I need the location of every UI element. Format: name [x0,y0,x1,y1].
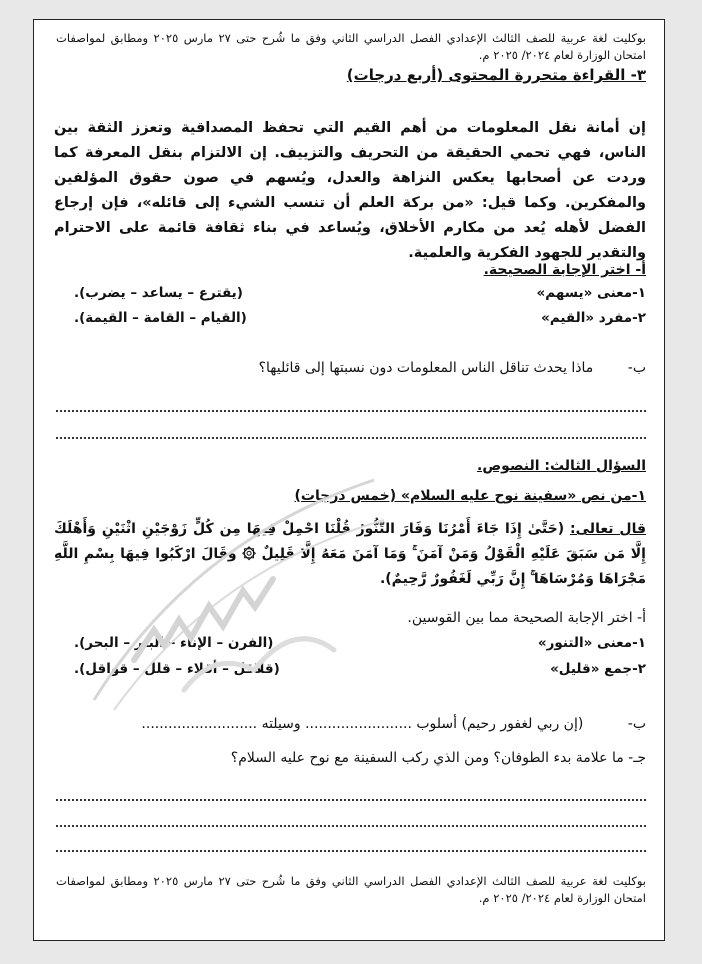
answer-line[interactable] [56,850,646,852]
reading-part-a-title: أ- اختر الإجابة الصحيحة. [483,262,646,278]
question-text: ١-معنى «التنور» [537,635,646,651]
reading-part-b [34,360,664,376]
texts-question-1 [34,635,664,651]
answer-options: (الفرن – الإناء – البئر – البحر). [74,635,274,651]
reading-question-1 [34,285,664,301]
texts-question-2 [34,661,664,677]
answer-line[interactable] [56,437,646,439]
texts-section-title: السؤال الثالث: النصوص. [477,458,646,474]
answer-options: (القيام – القامة – القيمة). [74,310,247,326]
question-text: (إن ربي لغفور رحيم) أسلوب ........................ وسيلته .......................... [141,716,584,732]
answer-line[interactable] [56,825,646,827]
question-text: ماذا يحدث تناقل الناس المعلومات دون نسبتها إلى قائليها؟ [258,360,594,376]
texts-part-b [34,716,664,732]
answer-options: (قلاقل – أقلاء – قلل – قواقل). [74,661,280,677]
answer-line[interactable] [56,799,646,801]
texts-part-c: جـ- ما علامة بدء الطوفان؟ ومن الذي ركب السفينة مع نوح عليه السلام؟ [230,750,646,766]
question-text: ٢-مفرد «القيم» [541,310,646,326]
reading-passage: إن أمانة نقل المعلومات من أهم القيم التي تحفظ المصداقية وتعزز الثقة بين الناس، فهي تحمي الحقيقة من التحريف والتزييف. إن الالتزام بنقل المعرفة كما وردت عن أصحابها يعكس النزاهة والعدل، ويُسهم في صون حقوق المؤلفين والمفكرين. وكما قيل: «من بركة العلم أن تنسب الشيء إلى قائله»، فإن إرجاع الفضل لأهله يُعد من مكارم الأخلاق، ويُساعد في بناء ثقافة قائمة على الاحترام والتقدير للجهود الفكرية والعلمية. [54,120,646,261]
exam-page [33,19,665,941]
verse-intro: قال تعالى: [570,521,646,537]
question-text: ٢-جمع «قليل» [550,661,646,677]
part-label: ب- [627,716,646,732]
header-note: بوكليت لغة عربية للصف الثالث الإعدادي الفصل الدراسي الثاني وفق ما شُرح حتى ٢٧ مارس ٢٠٢٥ ومطابق لمواصفات امتحان الوزارة لعام ٢٠٢٤/ ٢٠٢٥ م. [56,31,646,62]
texts-part-a-title: أ- اختر الإجابة الصحيحة مما بين القوسين. [407,610,646,626]
answer-options: (يقترع – يساعد – يضرب). [74,285,243,301]
verse-text: (حَتَّىٰ إِذَا جَاءَ أَمْرُنَا وَفَارَ التَّنُّورُ قُلْنَا احْمِلْ فِيهَا مِن كُلٍّ زَوْجَيْنِ اثْنَيْنِ وَأَهْلَكَ إِلَّا مَن سَبَقَ عَلَيْهِ الْقَوْلُ وَمَنْ آمَنَ ۚ وَمَا آمَنَ مَعَهُ إِلَّا قَلِيلٌ ۞ وَقَالَ ارْكَبُوا فِيهَا بِسْمِ اللَّهِ مَجْرَاهَا وَمُرْسَاهَا ۚ إِنَّ رَبِّي لَغَفُورٌ رَّحِيمٌ). [54,521,646,587]
reading-question-2 [34,310,664,326]
part-label: ب- [627,360,646,376]
answer-line[interactable] [56,410,646,412]
question-text: ١-معنى «يسهم» [536,285,646,301]
texts-sub-title: ١-من نص «سفينة نوح عليه السلام» (خمس درجات) [294,488,646,504]
reading-section-title: ٣- القراءة متحررة المحتوى (أربع درجات) [346,66,646,84]
quran-verse [34,517,664,592]
footer-note: بوكليت لغة عربية للصف الثالث الإعدادي الفصل الدراسي الثاني وفق ما شُرح حتى ٢٧ مارس ٢٠٢٥ ومطابق لمواصفات امتحان الوزارة لعام ٢٠٢٤/ ٢٠٢٥ م. [56,874,646,905]
